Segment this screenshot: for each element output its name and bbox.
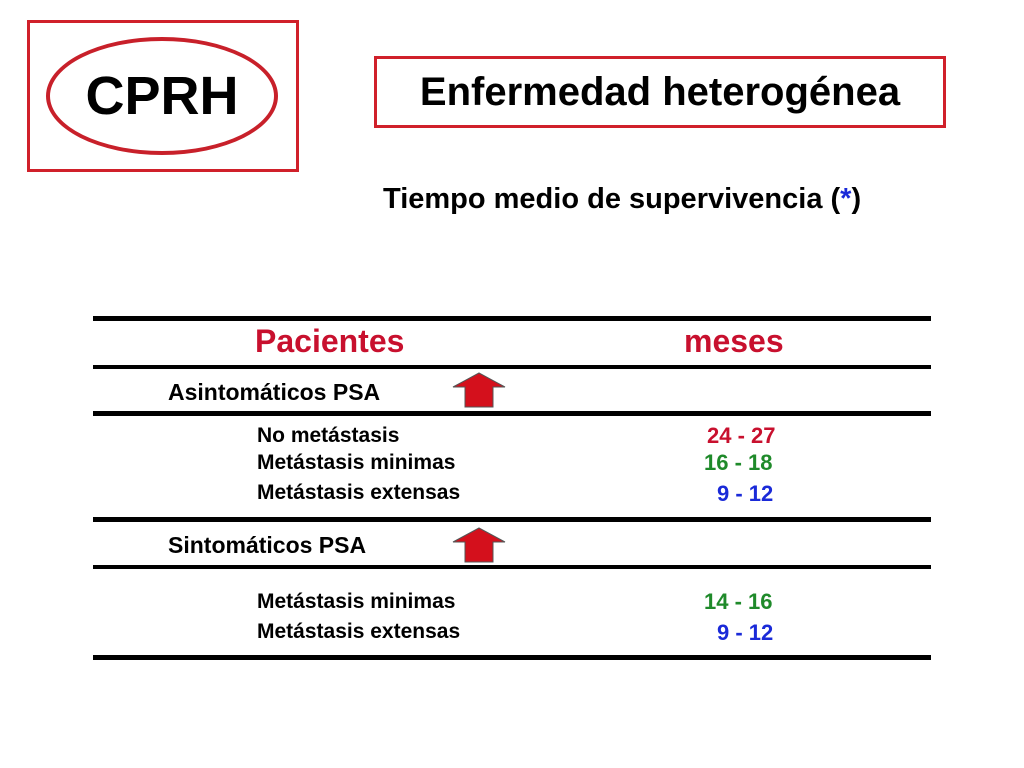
group1-bottom-rule xyxy=(93,411,931,416)
row-label-extensive-metastasis-2: Metástasis extensas xyxy=(257,620,461,643)
up-arrow-icon xyxy=(452,527,506,563)
row-label-minimal-metastasis-2: Metástasis minimas xyxy=(257,590,456,613)
header-months: meses xyxy=(684,323,784,359)
subtitle xyxy=(383,183,861,216)
table-top-rule xyxy=(93,316,931,321)
header-bottom-rule xyxy=(93,365,931,369)
table-bottom-rule xyxy=(93,655,931,660)
row-value-minimal-metastasis-2: 14 - 16 xyxy=(704,589,773,614)
group-label-asymptomatic: Asintomáticos PSA xyxy=(168,379,381,405)
group2-bottom-rule xyxy=(93,565,931,569)
group2-top-rule xyxy=(93,517,931,522)
row-label-minimal-metastasis: Metástasis minimas xyxy=(257,451,456,474)
page-title: Enfermedad heterogénea xyxy=(419,69,901,114)
logo-ellipse xyxy=(46,37,278,155)
header-patients: Pacientes xyxy=(255,323,405,359)
logo-frame xyxy=(27,20,299,172)
row-value-no-metastasis: 24 - 27 xyxy=(707,423,776,448)
row-value-minimal-metastasis: 16 - 18 xyxy=(704,450,773,475)
title-frame xyxy=(374,56,946,128)
up-arrow-icon xyxy=(452,372,506,408)
subtitle-text: Tiempo medio de supervivencia ( xyxy=(383,183,841,215)
row-value-extensive-metastasis: 9 - 12 xyxy=(717,481,774,506)
subtitle-footnote-star: * xyxy=(840,183,852,215)
group-label-symptomatic: Sintomáticos PSA xyxy=(168,532,367,558)
logo-text: CPRH xyxy=(85,66,239,126)
row-label-extensive-metastasis: Metástasis extensas xyxy=(257,481,461,504)
row-label-no-metastasis: No metástasis xyxy=(257,424,400,447)
row-value-extensive-metastasis-2: 9 - 12 xyxy=(717,620,774,645)
subtitle-close: ) xyxy=(851,183,862,215)
